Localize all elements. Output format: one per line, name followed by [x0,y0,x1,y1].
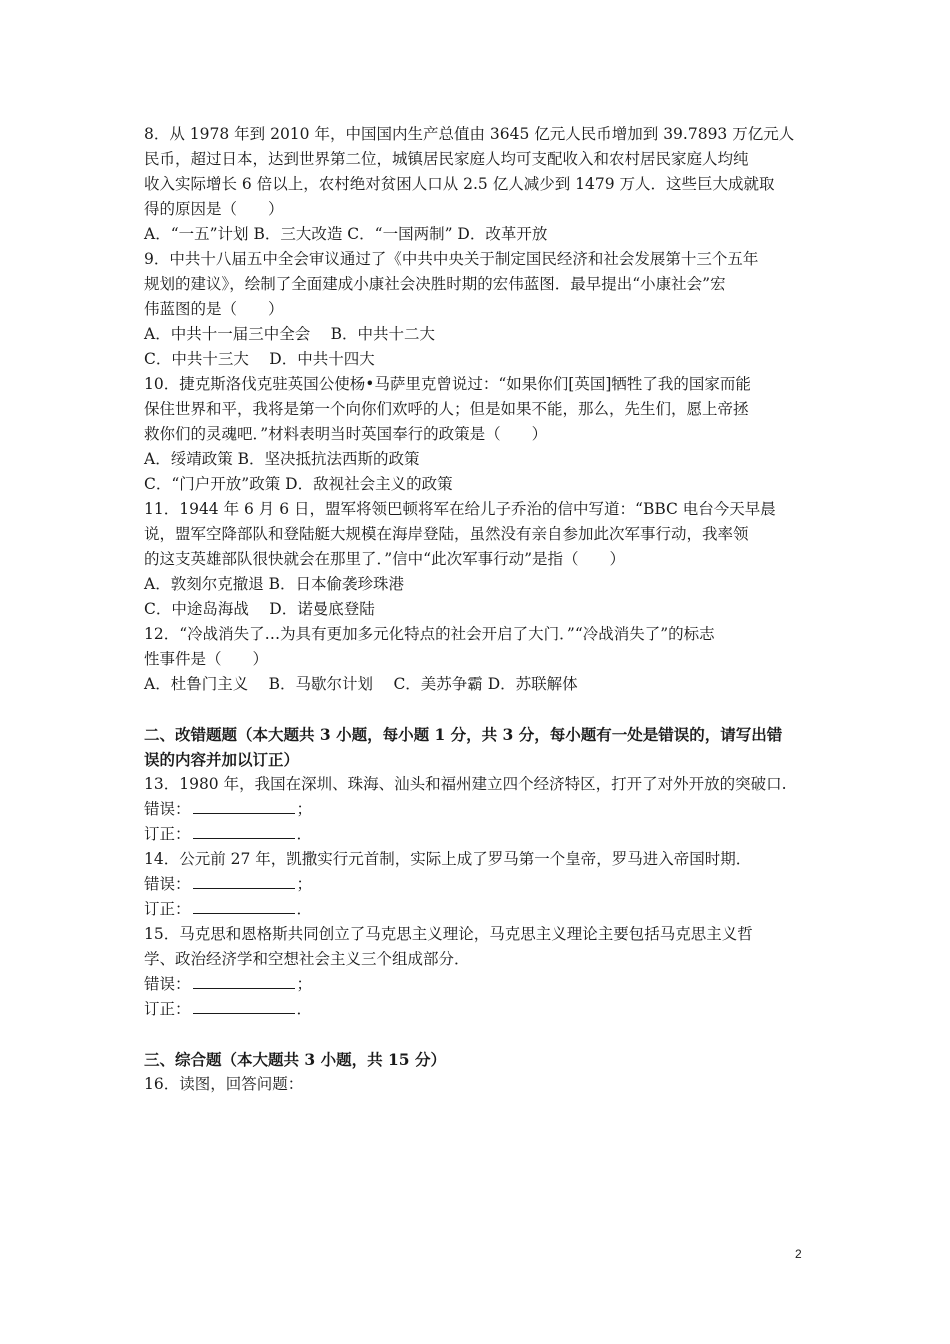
question-text-line: 13．1980 年，我国在深圳、珠海、汕头和福州建立四个经济特区，打开了对外开放的突破口. [144,775,787,793]
question-text-line: 15．马克思和恩格斯共同创立了马克思主义理论，马克思主义理论主要包括马克思主义哲 [144,925,753,943]
question-text-line: 的这支英雄部队很快就会在那里了．”信中“此次军事行动”是指（ ） [144,550,626,568]
question-text-line: 10．捷克斯洛伐克驻英国公使杨•马萨里克曾说过：“如果你们[英国]牺牲了我的国家而能 [144,375,751,393]
question-9 [144,247,824,372]
question-16 [144,1072,824,1097]
answer-options: A．中共十一届三中全会 B．中共十二大 [144,325,436,343]
question-text-line: 伟蓝图的是（ ） [144,300,284,318]
error-answer-blank[interactable] [193,872,295,889]
error-answer-blank[interactable] [193,972,295,989]
correction-answer-row [144,897,824,922]
error-label: 错误： [144,800,191,818]
question-15 [144,922,824,1022]
question-13 [144,772,824,847]
question-text-line: 学、政治经济学和空想社会主义三个组成部分． [144,950,470,968]
page-number: 2 [795,1247,802,1261]
punctuation: ； [296,975,313,993]
correction-label: 订正： [144,1000,191,1018]
question-text-line: 性事件是（ ） [144,650,269,668]
correction-answer-blank[interactable] [193,997,295,1014]
section-2-heading [144,722,824,772]
question-text-line: 9．中共十八届五中全会审议通过了《中共中央关于制定国民经济和社会发展第十三个五年 [144,250,759,268]
question-14 [144,847,824,922]
answer-options: A．“一五”计划 B．三大改造 C．“一国两制” D．改革开放 [144,225,548,243]
question-text-line: 保住世界和平，我将是第一个向你们欢呼的人；但是如果不能，那么，先生们，愿上帝拯 [144,400,749,418]
correction-label: 订正： [144,900,191,918]
question-text-line: 11．1944 年 6 月 6 日，盟军将领巴顿将军在给儿子乔治的信中写道：“BBC 电台今天早晨 [144,500,776,518]
answer-options: C．“门户开放”政策 D．敌视社会主义的政策 [144,475,453,493]
correction-answer-row [144,822,824,847]
correction-answer-blank[interactable] [193,822,295,839]
punctuation: ． [296,825,313,843]
section-heading-line: 二、改错题题（本大题共 3 小题，每小题 1 分，共 3 分，每小题有一处是错误的，请写出错 [144,725,783,744]
question-11 [144,497,824,622]
error-label: 错误： [144,875,191,893]
correction-answer-row [144,997,824,1022]
answer-options: C．中共十三大 D．中共十四大 [144,350,375,368]
section-heading-line: 误的内容并加以订正） [144,750,300,769]
correction-answer-blank[interactable] [193,897,295,914]
question-text-line: 收入实际增长 6 倍以上，农村绝对贫困人口从 2.5 亿人减少到 1479 万人．这些巨大成就取 [144,175,775,193]
question-text-line: 12．“冷战消失了…为具有更加多元化特点的社会开启了大门．”“冷战消失了”的标志 [144,625,715,643]
question-12 [144,622,824,697]
error-answer-row [144,797,824,822]
question-text-line: 说，盟军空降部队和登陆艇大规模在海岸登陆，虽然没有亲自参加此次军事行动，我率领 [144,525,749,543]
question-text-line: 16．读图，回答问题： [144,1075,304,1093]
punctuation: ． [296,1000,313,1018]
error-label: 错误： [144,975,191,993]
punctuation: ． [296,900,313,918]
answer-options: C．中途岛海战 D．诺曼底登陆 [144,600,375,618]
question-text-line: 14．公元前 27 年，凯撒实行元首制，实际上成了罗马第一个皇帝，罗马进入帝国时期． [144,850,752,868]
punctuation: ； [296,800,313,818]
punctuation: ； [296,875,313,893]
question-text-line: 救你们的灵魂吧．”材料表明当时英国奉行的政策是（ ） [144,425,548,443]
section-3-heading [144,1047,824,1072]
section-heading-line: 三、综合题（本大题共 3 小题，共 15 分） [144,1050,446,1069]
page-content [144,122,824,1097]
answer-options: A．敦刻尔克撤退 B．日本偷袭珍珠港 [144,575,405,593]
correction-label: 订正： [144,825,191,843]
answer-options: A．绥靖政策 B．坚决抵抗法西斯的政策 [144,450,420,468]
question-text-line: 民币，超过日本，达到世界第二位，城镇居民家庭人均可支配收入和农村居民家庭人均纯 [144,150,749,168]
error-answer-row [144,872,824,897]
error-answer-row [144,972,824,997]
question-text-line: 8．从 1978 年到 2010 年，中国国内生产总值由 3645 亿元人民币增加到 39.7893 万亿元人 [144,125,795,143]
question-text-line: 规划的建议》，绘制了全面建成小康社会决胜时期的宏伟蓝图．最早提出“小康社会”宏 [144,275,726,293]
question-8 [144,122,824,247]
error-answer-blank[interactable] [193,797,295,814]
answer-options: A．杜鲁门主义 B．马歇尔计划 C．美苏争霸 D．苏联解体 [144,675,578,693]
question-text-line: 得的原因是（ ） [144,200,284,218]
question-10 [144,372,824,497]
